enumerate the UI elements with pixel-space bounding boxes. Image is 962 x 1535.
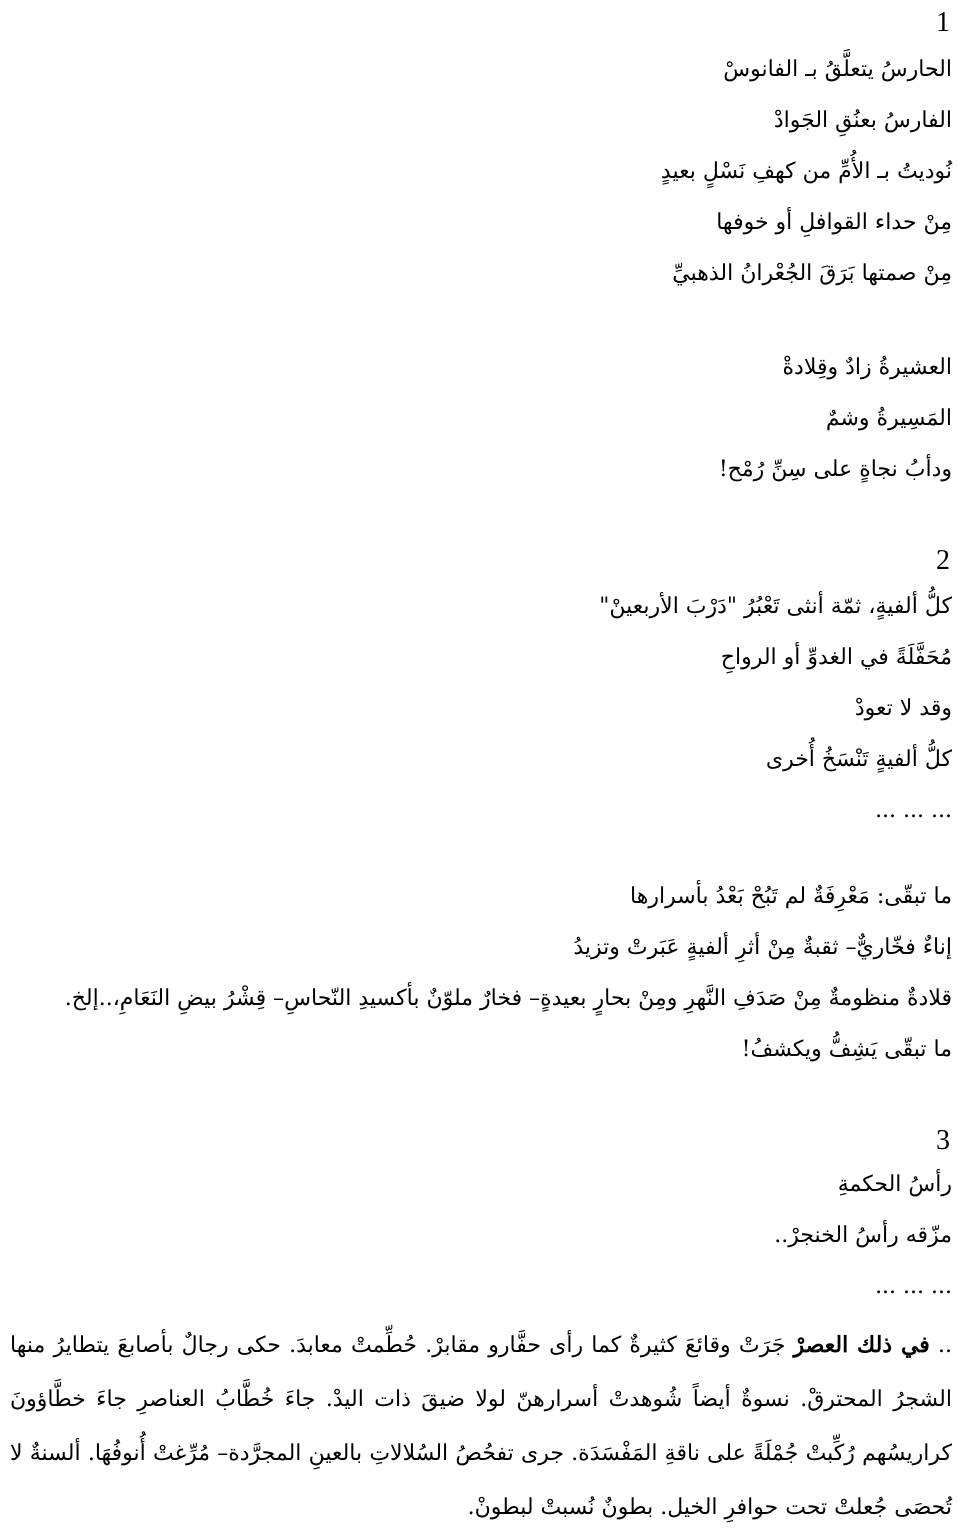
paragraph-bold-phrase: في ذلك العصرْ — [793, 1332, 930, 1358]
verse-line: إناءٌ فخّاريٌّ– ثقبةٌ مِنْ أثرِ ألفيةٍ عَبَرتْ وتزيدُ — [573, 935, 952, 960]
section-number: 2 — [936, 545, 950, 576]
verse-line: العشيرةُ زادٌ وقِلادةْ — [782, 355, 952, 380]
verse-line: مِنْ حداء القوافلِ أو خوفها — [716, 210, 952, 235]
verse-line: مِنْ صمتها بَرَقَ الجُعْرانُ الذهبيِّ — [672, 261, 952, 286]
section-number: 1 — [936, 7, 950, 38]
verse-line: الحارسُ يتعلَّقُ بـ الفانوسْ — [723, 57, 952, 82]
verse-line: وقد لا تعودْ — [854, 696, 952, 721]
section-number: 3 — [936, 1125, 950, 1156]
verse-line: مُحَفَّلَةً في الغدوِّ أو الرواحِ — [720, 645, 952, 670]
verse-line: ما تبقّى: مَعْرِفَةٌ لم تَبُحْ بَعْدُ بأسرارها — [630, 884, 952, 909]
prose-paragraph — [10, 1318, 952, 1535]
verse-line: قلادةٌ منظومةٌ مِنْ صَدَفِ النَّهرِ ومِنْ بحارٍ بعيدةٍ– فخارٌ ملوّنٌ بأكسيدِ النّحاسِ– قِشْرُ بيضِ النَعَامِ،..إلخ. — [64, 986, 952, 1011]
verse-line: الفارسُ بعنُقِ الجَوادْ — [773, 108, 952, 133]
verse-line: نُوديتُ بـ الأُمِّ من كهفِ نَسْلٍ بعيدٍ — [660, 159, 952, 184]
paragraph-lead: .. — [929, 1333, 952, 1358]
paragraph-text: جَرَتْ وقائعَ كثيرةٌ كما رأى حفَّارو مقابرْ. حُطِّمتْ معابدَ. حكى رجالٌ بأصابعَ يتطايرُ منها الشجرُ المحترقْ. نسوةٌ أيضاً شُوهدتْ أسرارهنّ لولا ضيقَ ذات اليدْ. جاءَ خُطَّابُ العناصرِ جاءَ خطَّاؤونَ كراريسُهم رُكِّبتْ جُمْلَةً على ناقةِ المَفْسَدَة. جرى تفحُصُ السُلالاتِ بالعينِ المجرَّدة– مُرِّغتْ أُنوفُهَا. ألسنةٌ لا تُحصَى جُعلتْ تحت حوافرِ الخيل. بطونٌ نُسبتْ لبطونْ. — [10, 1333, 952, 1520]
verse-line: ما تبقّى يَشِفُّ ويكشفُ! — [741, 1037, 952, 1062]
verse-line: كلُّ ألفيةٍ، ثمّة أنثى تَعْبُرُ "دَرْبَ الأربعينْ" — [599, 594, 952, 619]
verse-line: ودأبُ نجاةٍ على سِنِّ رُمْح! — [718, 457, 952, 482]
ellipsis-line: ... ... ... — [875, 1274, 952, 1299]
verse-line: مزّقه رأسُ الخنجرْ.. — [774, 1223, 952, 1248]
verse-line: كلُّ ألفيةٍ تَنْسَخُ أُخرى — [765, 747, 952, 772]
ellipsis-line: ... ... ... — [875, 798, 952, 823]
verse-line: رأسُ الحكمةِ — [837, 1172, 952, 1197]
verse-line: المَسِيرةُ وشمٌ — [825, 406, 952, 431]
